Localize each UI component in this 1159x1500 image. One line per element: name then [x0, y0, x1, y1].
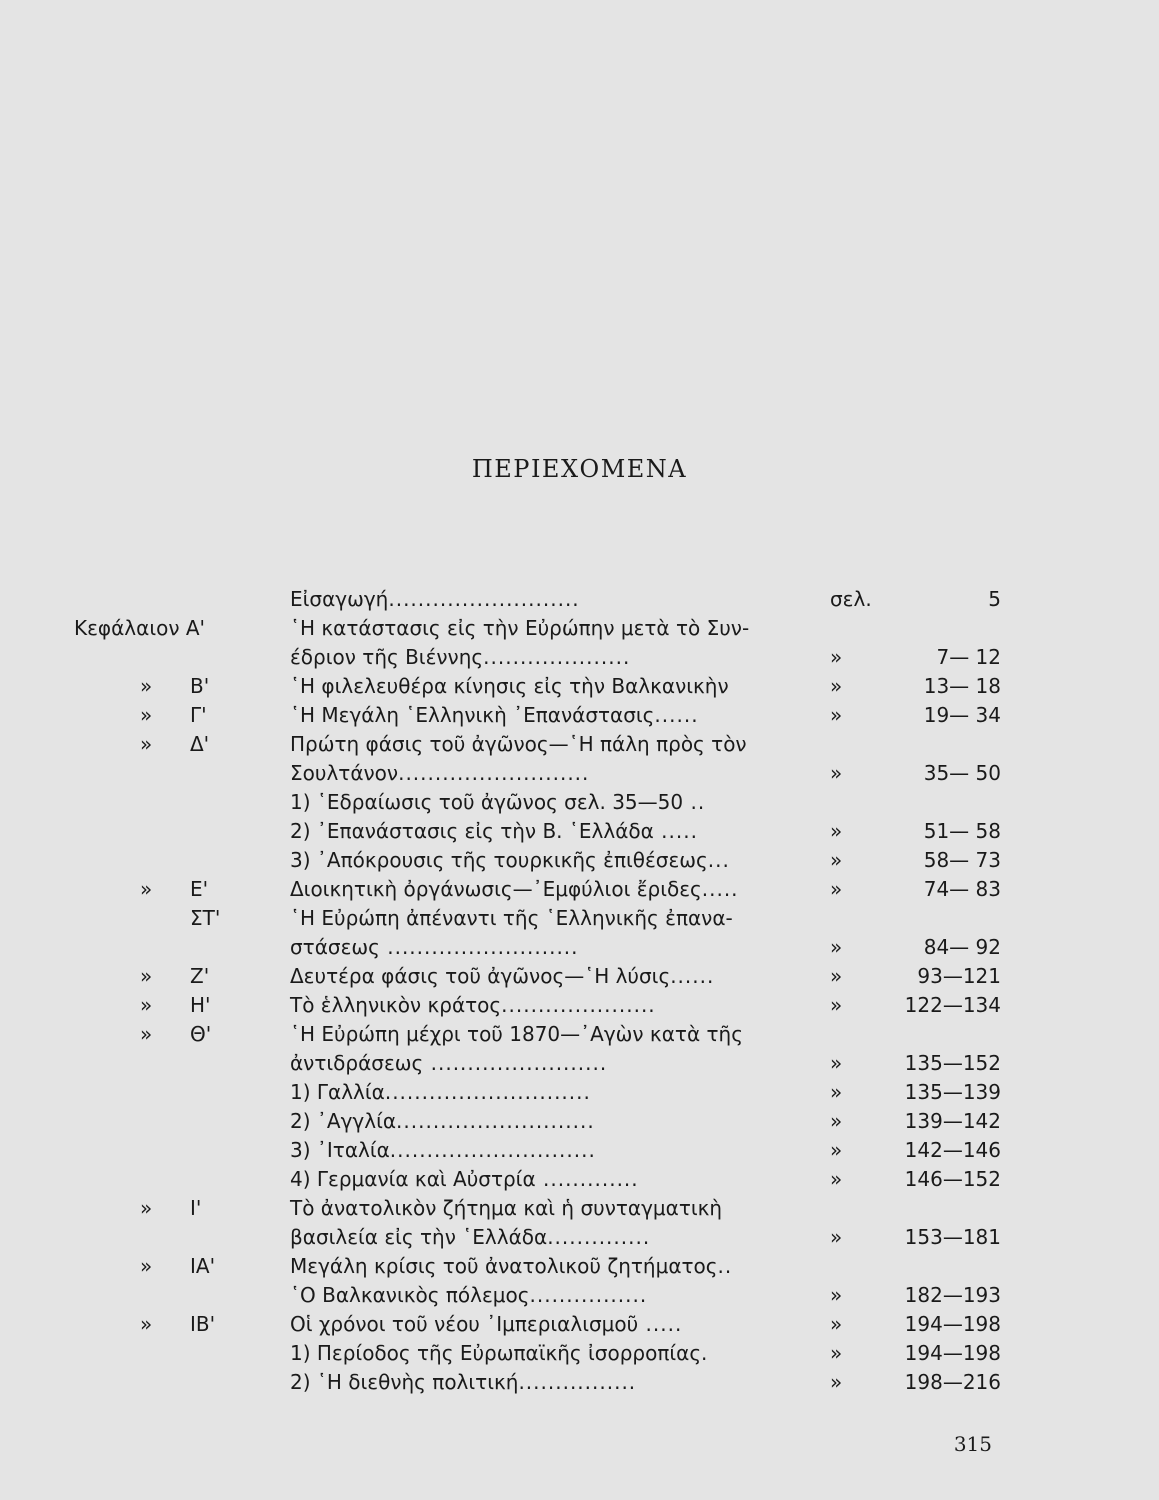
page-range: 182—193: [904, 1283, 1001, 1307]
entry-title-line: [290, 1107, 595, 1136]
leader-dots: .....................: [501, 993, 656, 1017]
ditto-mark: »: [140, 732, 153, 756]
entry-title-line: [290, 1281, 647, 1310]
entry-title: Δευτέρα φάσις τοῦ ἀγῶνος—῾Η λύσις: [290, 964, 671, 988]
entry-title: 2) ᾿Επανάστασις εἰς τὴν Β. ῾Ελλάδα: [290, 819, 654, 843]
leader-dots: .............: [535, 1167, 639, 1191]
ditto-mark: »: [140, 993, 153, 1017]
chapter-letter: ΙΒ': [190, 1312, 216, 1336]
page-prefix: »: [830, 1341, 843, 1365]
leader-dots: ..: [683, 790, 706, 814]
toc-entry: [0, 875, 1159, 904]
entry-title: ῾Η φιλελευθέρα κίνησις εἰς τὴν Βαλκανικὴν: [290, 674, 729, 698]
entry-title-line: [290, 1049, 607, 1078]
toc-entry: [0, 1020, 1159, 1049]
toc-entry: [0, 614, 1159, 643]
chapter-letter: ΙΑ': [190, 1254, 216, 1278]
chapter-letter: Β': [190, 674, 210, 698]
toc-entry: [0, 1107, 1159, 1136]
page-range: 139—142: [904, 1109, 1001, 1133]
entry-title: ῾Η Εὐρώπη μέχρι τοῦ 1870—᾿Αγὼν κατὰ τῆς: [290, 1022, 743, 1046]
page-prefix: »: [830, 1138, 843, 1162]
toc-entry: [0, 788, 1159, 817]
page-range: 74— 83: [923, 877, 1001, 901]
entry-title: 1) ῾Εδραίωσις τοῦ ἀγῶνος σελ. 35—50: [290, 790, 684, 814]
chapter-letter: Ι': [190, 1196, 202, 1220]
ditto-mark: »: [140, 674, 153, 698]
entry-title: ῾Η Εὐρώπη ἀπέναντι τῆς ῾Ελληνικῆς ἐπανα-: [290, 906, 733, 930]
entry-title-line: [290, 1165, 639, 1194]
chapter-letter: ΣΤ': [190, 906, 221, 930]
page-prefix: »: [830, 819, 843, 843]
entry-title: Οἱ χρόνοι τοῦ νέου ᾿Ιμπεριαλισμοῦ: [290, 1312, 639, 1336]
entry-title-line: [290, 1339, 707, 1368]
toc-entry: [0, 759, 1159, 788]
page-range: 194—198: [904, 1312, 1001, 1336]
page-range: 51— 58: [923, 819, 1001, 843]
entry-title: έδριον τῆς Βιέννης: [290, 645, 484, 669]
leader-dots: .....: [653, 819, 698, 843]
page-range: 58— 73: [923, 848, 1001, 872]
toc-entry: [0, 817, 1159, 846]
entry-title: Σουλτάνον: [290, 761, 399, 785]
entry-title-line: [290, 1310, 682, 1339]
page-number: 315: [953, 1432, 992, 1456]
chapter-letter: Η': [190, 993, 211, 1017]
page-prefix: »: [830, 1167, 843, 1191]
page-range: 135—139: [904, 1080, 1001, 1104]
entry-title: Τὸ ἀνατολικὸν ζήτημα καὶ ἡ συνταγματικὴ: [290, 1196, 723, 1220]
page-range: 5: [988, 587, 1001, 611]
toc-entry: [0, 846, 1159, 875]
toc-entry: [0, 672, 1159, 701]
page-prefix: »: [830, 1283, 843, 1307]
leader-dots: ...: [707, 848, 730, 872]
page-prefix: »: [830, 848, 843, 872]
leader-dots: ..........................: [398, 761, 590, 785]
leader-dots: ..........................: [388, 587, 580, 611]
entry-title-line: [290, 701, 699, 730]
entry-title-line: [290, 1078, 591, 1107]
page-range: 19— 34: [923, 703, 1001, 727]
chapter-letter: Ζ': [190, 964, 210, 988]
leader-dots: ..: [717, 1254, 733, 1278]
entry-title: 4) Γερμανία καὶ Αὐστρία: [290, 1167, 536, 1191]
leader-dots: ......: [654, 703, 699, 727]
page-prefix: σελ.: [830, 587, 872, 611]
entry-title: στάσεως: [290, 935, 380, 959]
page-range: 93—121: [917, 964, 1001, 988]
page-range: 13— 18: [923, 674, 1001, 698]
entry-title-line: [290, 672, 729, 701]
leader-dots: ..............: [547, 1225, 651, 1249]
page-prefix: »: [830, 1051, 843, 1075]
toc-entry: [0, 1049, 1159, 1078]
toc-entry: [0, 1136, 1159, 1165]
entry-title-line: [290, 643, 630, 672]
page-range: 198—216: [904, 1370, 1001, 1394]
page-prefix: »: [830, 1080, 843, 1104]
leader-dots: ........................: [423, 1051, 608, 1075]
leader-dots: .....: [638, 1312, 683, 1336]
chapter-letter: Γ': [190, 703, 207, 727]
entry-title: 2) ῾Η διεθνὴς πολιτική: [290, 1370, 519, 1394]
entry-title-line: [290, 1194, 722, 1223]
leader-dots: ...........................: [396, 1109, 595, 1133]
entry-title-line: [290, 1252, 732, 1281]
chapter-letter: Δ': [190, 732, 210, 756]
entry-title: 2) ᾿Αγγλία: [290, 1109, 397, 1133]
entry-title-line: [290, 962, 714, 991]
entry-title-line: [290, 846, 730, 875]
toc-entry: [0, 1310, 1159, 1339]
entry-title-line: [290, 1020, 743, 1049]
page-range: 146—152: [904, 1167, 1001, 1191]
toc-entry: [0, 1252, 1159, 1281]
page-range: 35— 50: [923, 761, 1001, 785]
ditto-mark: »: [140, 703, 153, 727]
leader-dots: ..........................: [379, 935, 579, 959]
toc-entry: [0, 1339, 1159, 1368]
entry-title: ἀντιδράσεως: [290, 1051, 424, 1075]
leader-dots: .....: [701, 877, 739, 901]
page-range: 84— 92: [923, 935, 1001, 959]
entry-title-line: [290, 1136, 596, 1165]
entry-title-line: [290, 933, 579, 962]
entry-title-line: [290, 817, 698, 846]
entry-title: 3) ᾿Απόκρουσις τῆς τουρκικῆς ἐπιθέσεως: [290, 848, 708, 872]
entry-title: ῾Η Μεγάλη ῾Ελληνικὴ ᾿Επανάστασις: [290, 703, 655, 727]
entry-title: 3) ᾿Ιταλία: [290, 1138, 390, 1162]
entry-title-line: [290, 875, 739, 904]
leader-dots: ............................: [384, 1080, 591, 1104]
entry-title: Εἰσαγωγή: [290, 587, 389, 611]
entry-title: Πρώτη φάσις τοῦ ἀγῶνος—῾Η πάλη πρὸς τὸν: [290, 732, 747, 756]
page-range: 122—134: [904, 993, 1001, 1017]
entry-title-line: [290, 1368, 636, 1397]
page-prefix: »: [830, 1370, 843, 1394]
toc-entry: [0, 933, 1159, 962]
page-prefix: »: [830, 1312, 843, 1336]
entry-title-line: [290, 788, 705, 817]
toc-entry: [0, 1194, 1159, 1223]
leader-dots: ......: [670, 964, 715, 988]
entry-title: Τὸ ἑλληνικὸν κράτος: [290, 993, 502, 1017]
toc-entry: [0, 643, 1159, 672]
entry-title-line: [290, 585, 580, 614]
page-range: 153—181: [904, 1225, 1001, 1249]
ditto-mark: »: [140, 964, 153, 988]
leader-dots: ............................: [389, 1138, 596, 1162]
entry-title-line: [290, 904, 733, 933]
toc-entry: [0, 1223, 1159, 1252]
entry-title: Μεγάλη κρίσις τοῦ ἀνατολικοῦ ζητήματος: [290, 1254, 718, 1278]
ditto-mark: »: [140, 1312, 153, 1336]
entry-title-line: [290, 759, 589, 788]
page-range: 142—146: [904, 1138, 1001, 1162]
toc-entry: [0, 904, 1159, 933]
toc-entry: [0, 1281, 1159, 1310]
page-prefix: »: [830, 703, 843, 727]
page-prefix: »: [830, 877, 843, 901]
toc-entry: [0, 962, 1159, 991]
page-prefix: »: [830, 645, 843, 669]
entry-title: 1) Περίοδος τῆς Εὐρωπαϊκῆς ἰσορροπίας.: [290, 1341, 708, 1365]
page-prefix: »: [830, 993, 843, 1017]
toc-entry: [0, 730, 1159, 759]
entry-title: βασιλεία εἰς τὴν ῾Ελλάδα: [290, 1225, 548, 1249]
chapter-letter: Θ': [190, 1022, 212, 1046]
ditto-mark: »: [140, 877, 153, 901]
page-title: ΠΕΡΙΕΧΟΜΕΝΑ: [471, 455, 688, 483]
page-range: 135—152: [904, 1051, 1001, 1075]
leader-dots: ................: [518, 1370, 637, 1394]
page-range: 7— 12: [936, 645, 1001, 669]
page-range: 194—198: [904, 1341, 1001, 1365]
chapter-label: Κεφάλαιον Α': [74, 616, 206, 640]
entry-title: ῾Ο Βαλκανικὸς πόλεμος: [290, 1283, 530, 1307]
page-prefix: »: [830, 1109, 843, 1133]
ditto-mark: »: [140, 1196, 153, 1220]
chapter-letter: Ε': [190, 877, 209, 901]
entry-title: 1) Γαλλία: [290, 1080, 385, 1104]
leader-dots: ................: [529, 1283, 648, 1307]
toc-entry: [0, 1368, 1159, 1397]
ditto-mark: »: [140, 1022, 153, 1046]
toc-entry: [0, 991, 1159, 1020]
toc-entry: [0, 1078, 1159, 1107]
toc-entry: [0, 1165, 1159, 1194]
entry-title-line: [290, 1223, 650, 1252]
leader-dots: ....................: [483, 645, 631, 669]
page-prefix: »: [830, 674, 843, 698]
entry-title: ῾Η κατάστασις εἰς τὴν Εὐρώπην μετὰ τὸ Συν-: [290, 616, 750, 640]
page-prefix: »: [830, 1225, 843, 1249]
toc-entry: [0, 701, 1159, 730]
entry-title-line: [290, 614, 749, 643]
entry-title-line: [290, 991, 656, 1020]
page-prefix: »: [830, 935, 843, 959]
page-prefix: »: [830, 761, 843, 785]
entry-title-line: [290, 730, 747, 759]
entry-title: Διοικητικὴ ὀργάνωσις—᾿Εμφύλιοι ἔριδες: [290, 877, 702, 901]
toc-entry: [0, 585, 1159, 614]
page-prefix: »: [830, 964, 843, 988]
ditto-mark: »: [140, 1254, 153, 1278]
